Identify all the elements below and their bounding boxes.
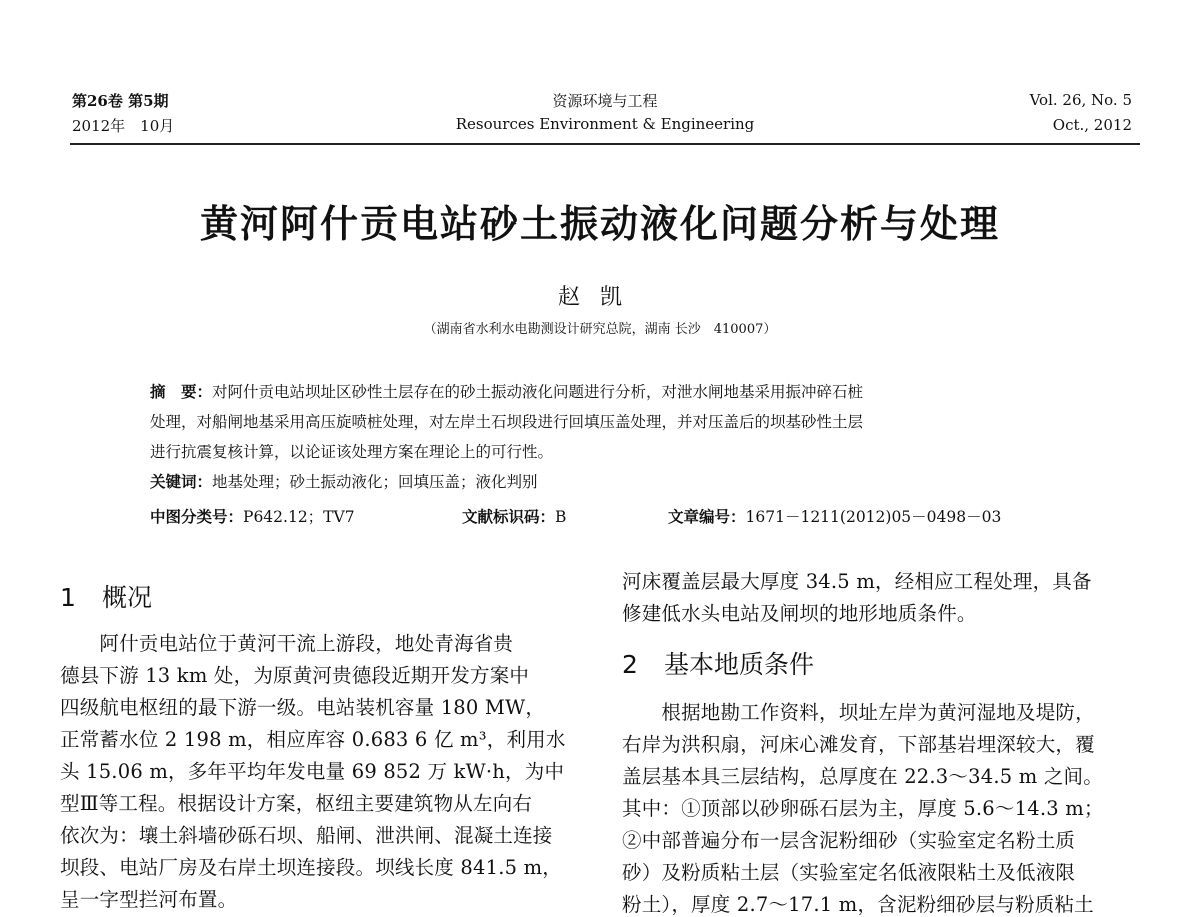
right-text-line: 砂）及粉质粘土层（实验室定名低液限粘土及低液限 xyxy=(622,861,1076,884)
journal-date: 2012年 10月 xyxy=(72,117,175,135)
clc-value: P642.12；TV7 xyxy=(243,508,355,526)
journal-name-en: Resources Environment & Engineering xyxy=(455,115,755,133)
left-text-line: 阿什贡电站位于黄河干流上游段，地处青海省贵 xyxy=(60,632,514,655)
right-text-line: 河床覆盖层最大厚度 34.5 m，经相应工程处理，具备 xyxy=(622,570,1092,593)
right-text-line: ②中部普遍分布一层含泥粉细砂（实验室定名粉土质 xyxy=(622,829,1076,852)
journal-volume-issue: 第26卷 第5期 xyxy=(72,92,169,110)
right-text-line: 修建低水头电站及闸坝的地形地质条件。 xyxy=(622,602,977,625)
left-text-line: 坝段、电站厂房及右岸土坝连接段。坝线长度 841.5 m， xyxy=(60,856,563,879)
keywords-line xyxy=(150,470,538,492)
right-text-line: 根据地勘工作资料，坝址左岸为黄河湿地及堤防， xyxy=(622,701,1095,724)
paper-title: 黄河阿什贡电站砂土振动液化问题分析与处理 xyxy=(199,202,1000,246)
right-text-line: 其中：①顶部以砂卵砾石层为主，厚度 5.6～14.3 m； xyxy=(622,797,1104,820)
article-number-value: 1671－1211(2012)05－0498－03 xyxy=(745,508,1002,526)
section-1-number: 1 xyxy=(60,583,76,612)
left-text-line: 德县下游 13 km 处，为原黄河贵德段近期开发方案中 xyxy=(60,664,530,687)
clc-label: 中图分类号： xyxy=(150,508,244,526)
section-2-number: 2 xyxy=(622,650,638,679)
keywords-text: 地基处理；砂土振动液化；回填压盖；液化判别 xyxy=(212,473,538,491)
left-text-line: 呈一字型拦河布置。 xyxy=(60,888,238,911)
document-code-label: 文献标识码： xyxy=(462,508,556,526)
left-text-line: 型Ⅲ等工程。根据设计方案，枢纽主要建筑物从左向右 xyxy=(60,792,533,815)
section-2-title: 基本地质条件 xyxy=(664,650,815,679)
left-text-line: 四级航电枢纽的最下游一级。电站装机容量 180 MW， xyxy=(60,696,546,719)
abstract-line-2: 处理，对船闸地基采用高压旋喷桩处理，对左岸土石坝段进行回填压盖处理，并对压盖后的坝基砂性土层 xyxy=(150,413,864,431)
journal-name-cn: 资源环境与工程 xyxy=(552,92,658,110)
journal-date-en: Oct., 2012 xyxy=(1052,116,1132,134)
document-code xyxy=(462,505,566,527)
abstract-text: 对阿什贡电站坝址区砂性土层存在的砂土振动液化问题进行分析，对泄水闸地基采用振冲碎石桩 xyxy=(212,383,864,401)
journal-volume-en: Vol. 26, No. 5 xyxy=(1029,91,1132,109)
article-number xyxy=(668,505,1001,527)
abstract-label: 摘 要： xyxy=(150,383,213,401)
paper-author: 赵凯 xyxy=(557,285,642,310)
abstract-line-1 xyxy=(150,380,863,402)
left-text-line: 依次为：壤土斜墙砂砾石坝、船闸、泄洪闸、混凝土连接 xyxy=(60,824,553,847)
author-affiliation: （湖南省水利水电勘测设计研究总院，湖南 长沙 410007） xyxy=(423,322,777,337)
article-number-label: 文章编号： xyxy=(668,508,746,526)
section-1-heading xyxy=(60,578,152,614)
left-text-line: 正常蓄水位 2 198 m，相应库容 0.683 6 亿 m³，利用水 xyxy=(60,728,566,751)
section-1-title: 概况 xyxy=(102,583,153,612)
left-text-line: 头 15.06 m，多年平均年发电量 69 852 万 kW·h，为中 xyxy=(60,760,565,783)
right-text-line: 盖层基本具三层结构，总厚度在 22.3～34.5 m 之间。 xyxy=(622,765,1103,788)
abstract-line-3: 进行抗震复核计算，以论证该处理方案在理论上的可行性。 xyxy=(150,443,554,461)
right-text-line: 右岸为洪积扇，河床心滩发育，下部基岩埋深较大，覆 xyxy=(622,733,1095,756)
header-rule xyxy=(70,143,1140,145)
section-2-heading xyxy=(622,645,814,681)
right-text-line: 粉土），厚度 2.7～17.1 m，含泥粉细砂层与粉质粘土 xyxy=(622,893,1094,916)
keywords-label: 关键词： xyxy=(150,473,213,491)
document-code-value: B xyxy=(555,508,567,526)
clc-number xyxy=(150,505,355,527)
